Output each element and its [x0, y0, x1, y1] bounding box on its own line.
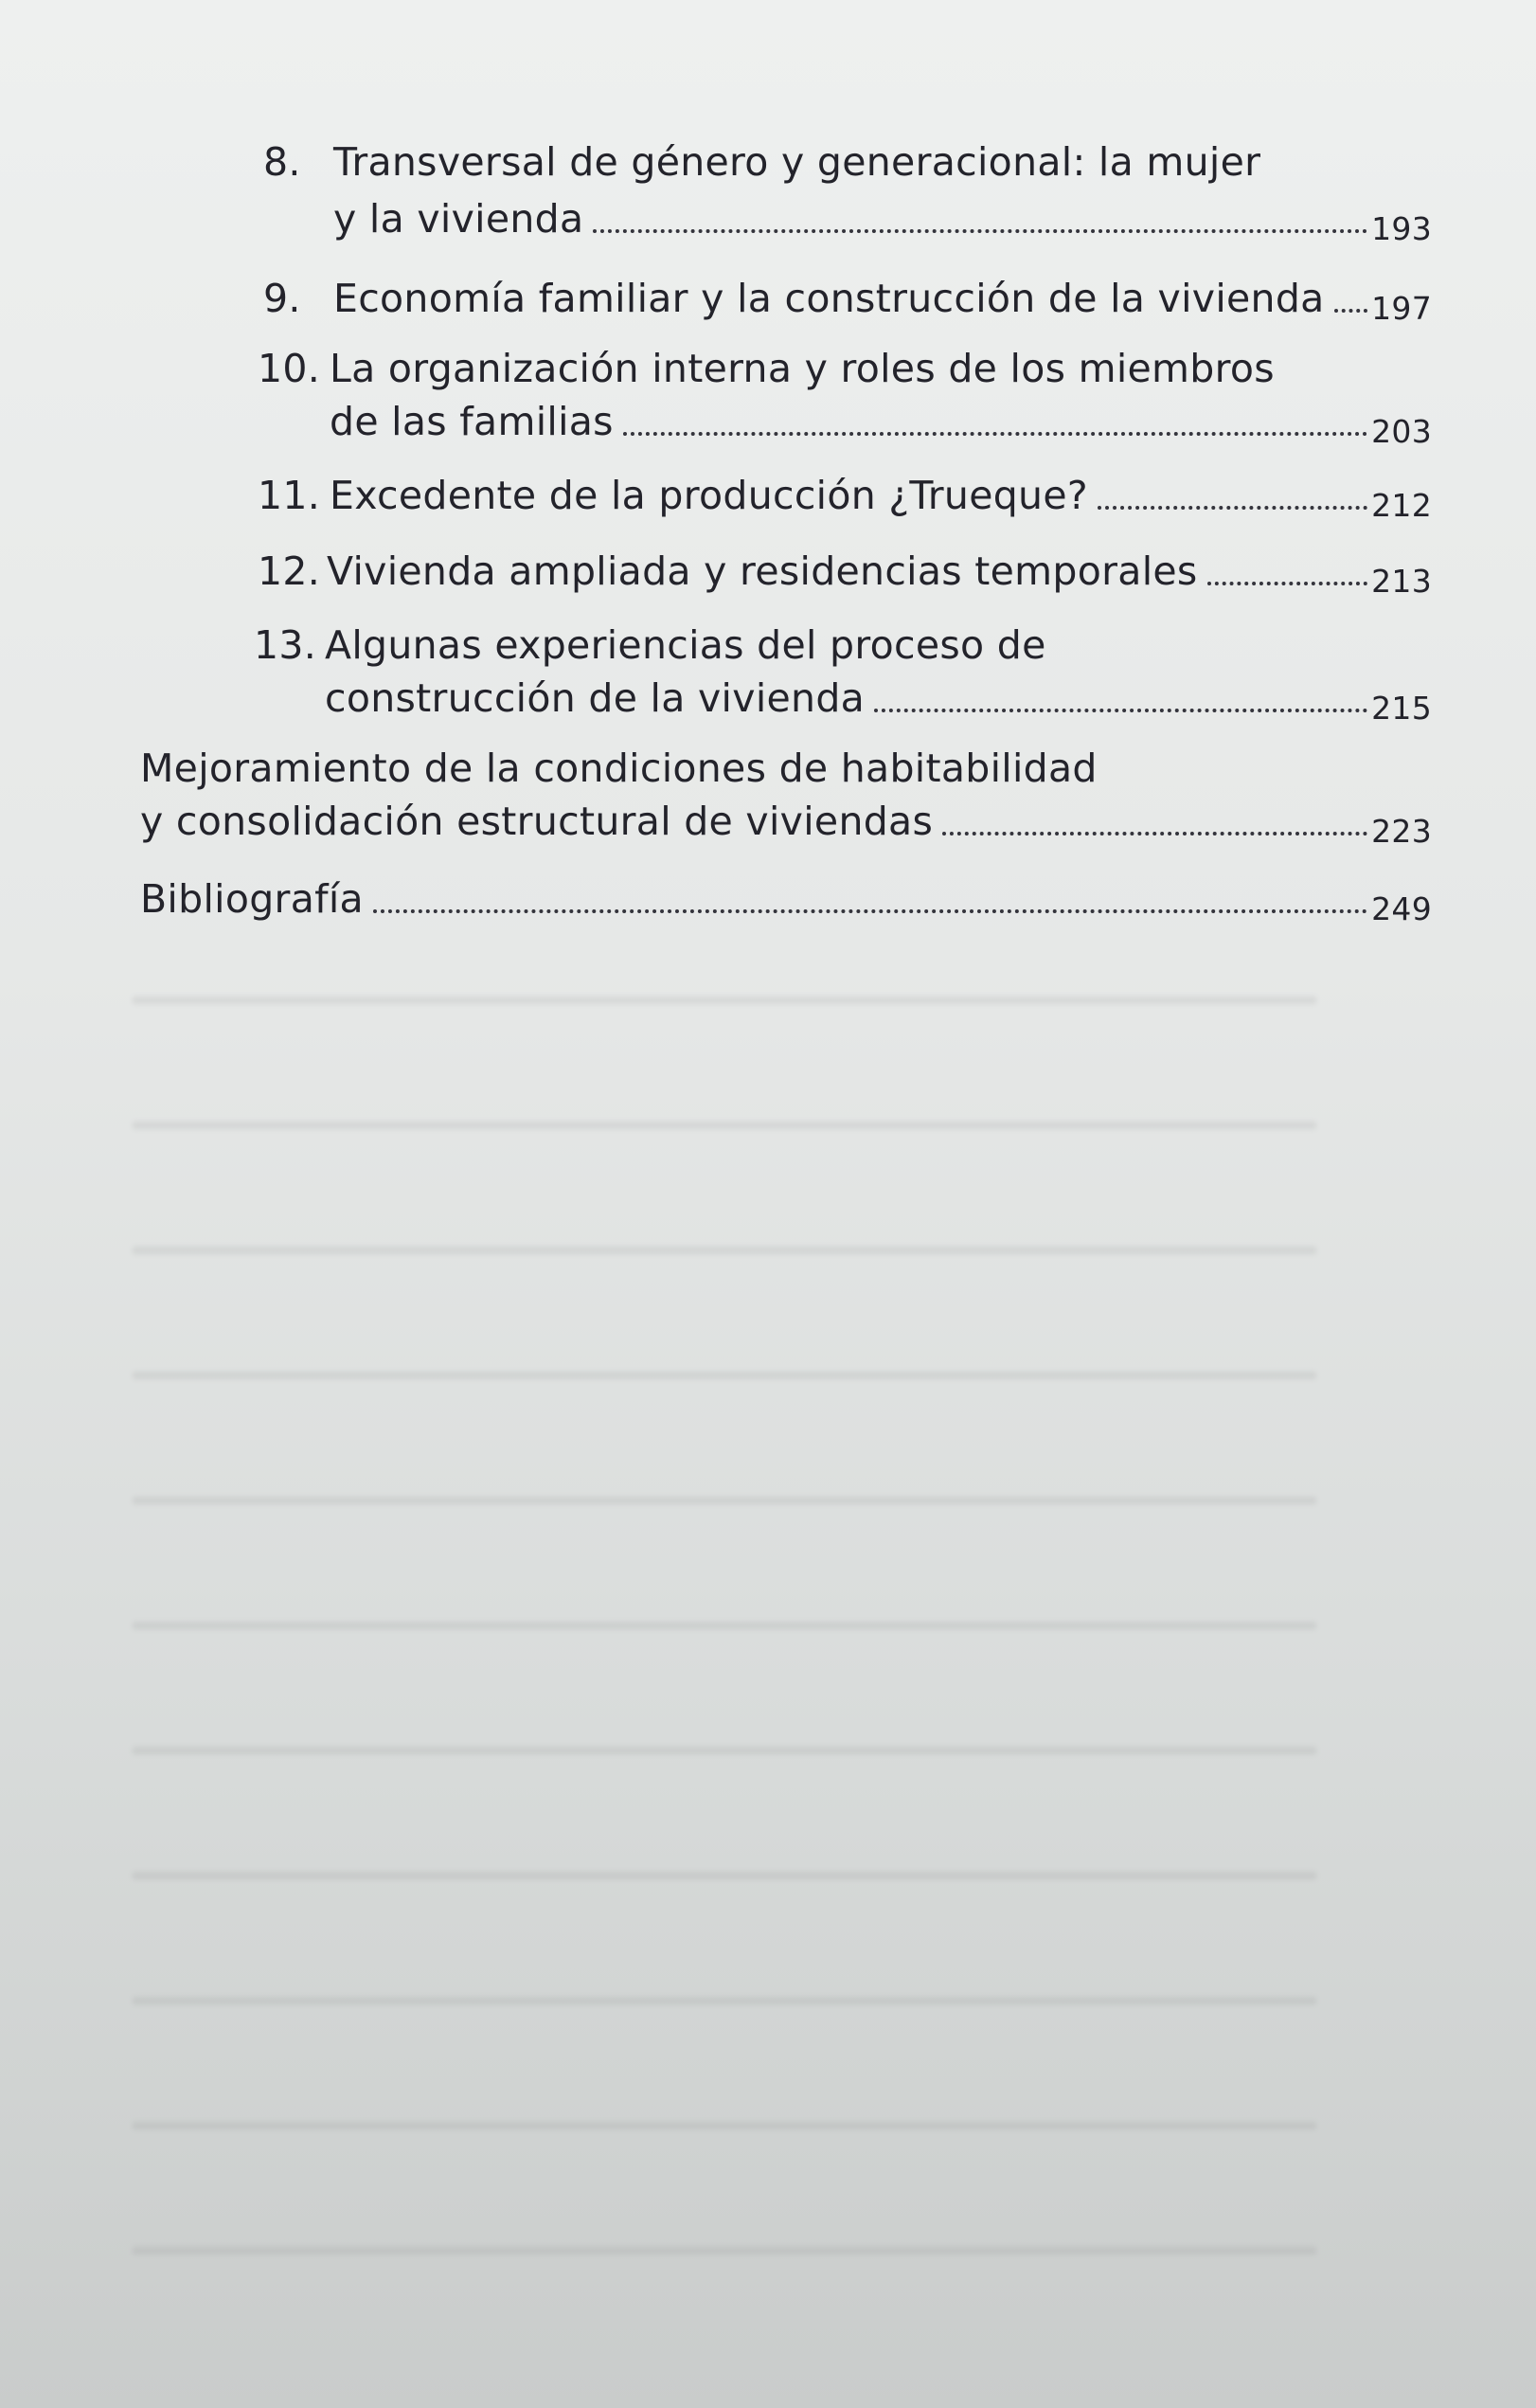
- toc-entry-8-page: 193: [1371, 210, 1432, 247]
- toc-entry-13[interactable]: [325, 671, 1432, 726]
- toc-entry-10-page: 203: [1371, 413, 1432, 450]
- toc-entry-10[interactable]: [330, 394, 1432, 449]
- toc-section-bibliografia-title: Bibliografía: [140, 876, 364, 922]
- toc-entry-12-number: 12.: [258, 548, 321, 594]
- dot-leader: [593, 229, 1367, 233]
- toc-entry-11-number: 11.: [258, 473, 321, 518]
- toc-entry-10-title-line-2: de las familias: [330, 399, 614, 444]
- toc-entry-11-title: Excedente de la producción ¿Trueque?: [330, 473, 1088, 518]
- toc-section-bibliografia[interactable]: [140, 872, 1432, 926]
- dot-leader: [942, 832, 1367, 836]
- toc-entry-8-title-line-1: Transversal de género y generacional: la mujer: [333, 139, 1261, 185]
- dot-leader: [1334, 309, 1368, 313]
- toc-entry-13-title-line-1: Algunas experiencias del proceso de: [325, 622, 1046, 668]
- toc-entry-12-title: Vivienda ampliada y residencias temporales: [327, 548, 1198, 594]
- toc-entry-9-number: 9.: [263, 276, 301, 321]
- table-of-contents: [0, 0, 1536, 1042]
- dot-leader: [373, 909, 1367, 913]
- toc-entry-10-number: 10.: [258, 346, 321, 391]
- dot-leader: [1098, 506, 1367, 510]
- toc-entry-11-page: 212: [1371, 487, 1432, 524]
- toc-entry-9-title: Economía familiar y la construcción de la vivienda: [333, 276, 1325, 321]
- dot-leader: [1207, 582, 1368, 585]
- toc-section-mejoramiento[interactable]: [140, 794, 1432, 849]
- toc-entry-13-page: 215: [1371, 690, 1432, 727]
- dot-leader: [623, 432, 1367, 436]
- toc-entry-10-title-line-1: La organización interna y roles de los miembros: [330, 346, 1275, 391]
- toc-section-bibliografia-page: 249: [1371, 890, 1432, 927]
- toc-entry-13-number: 13.: [254, 622, 317, 668]
- toc-entry-8-title-line-2: y la vivienda: [333, 196, 584, 242]
- toc-entry-13-title-line-2: construcción de la vivienda: [325, 675, 866, 721]
- toc-entry-9-page: 197: [1371, 290, 1432, 327]
- toc-entry-8[interactable]: [333, 191, 1432, 246]
- toc-entry-12[interactable]: [327, 544, 1432, 599]
- toc-section-mejoramiento-line-2: y consolidación estructural de viviendas: [140, 799, 934, 844]
- toc-entry-9[interactable]: [333, 271, 1432, 326]
- dot-leader: [874, 709, 1367, 712]
- toc-entry-11[interactable]: [330, 468, 1432, 523]
- toc-section-mejoramiento-page: 223: [1371, 813, 1432, 850]
- toc-entry-12-page: 213: [1371, 563, 1432, 600]
- show-through-text: [133, 947, 1316, 2321]
- toc-section-mejoramiento-line-1: Mejoramiento de la condiciones de habitabilidad: [140, 746, 1098, 791]
- toc-entry-8-number: 8.: [263, 139, 301, 185]
